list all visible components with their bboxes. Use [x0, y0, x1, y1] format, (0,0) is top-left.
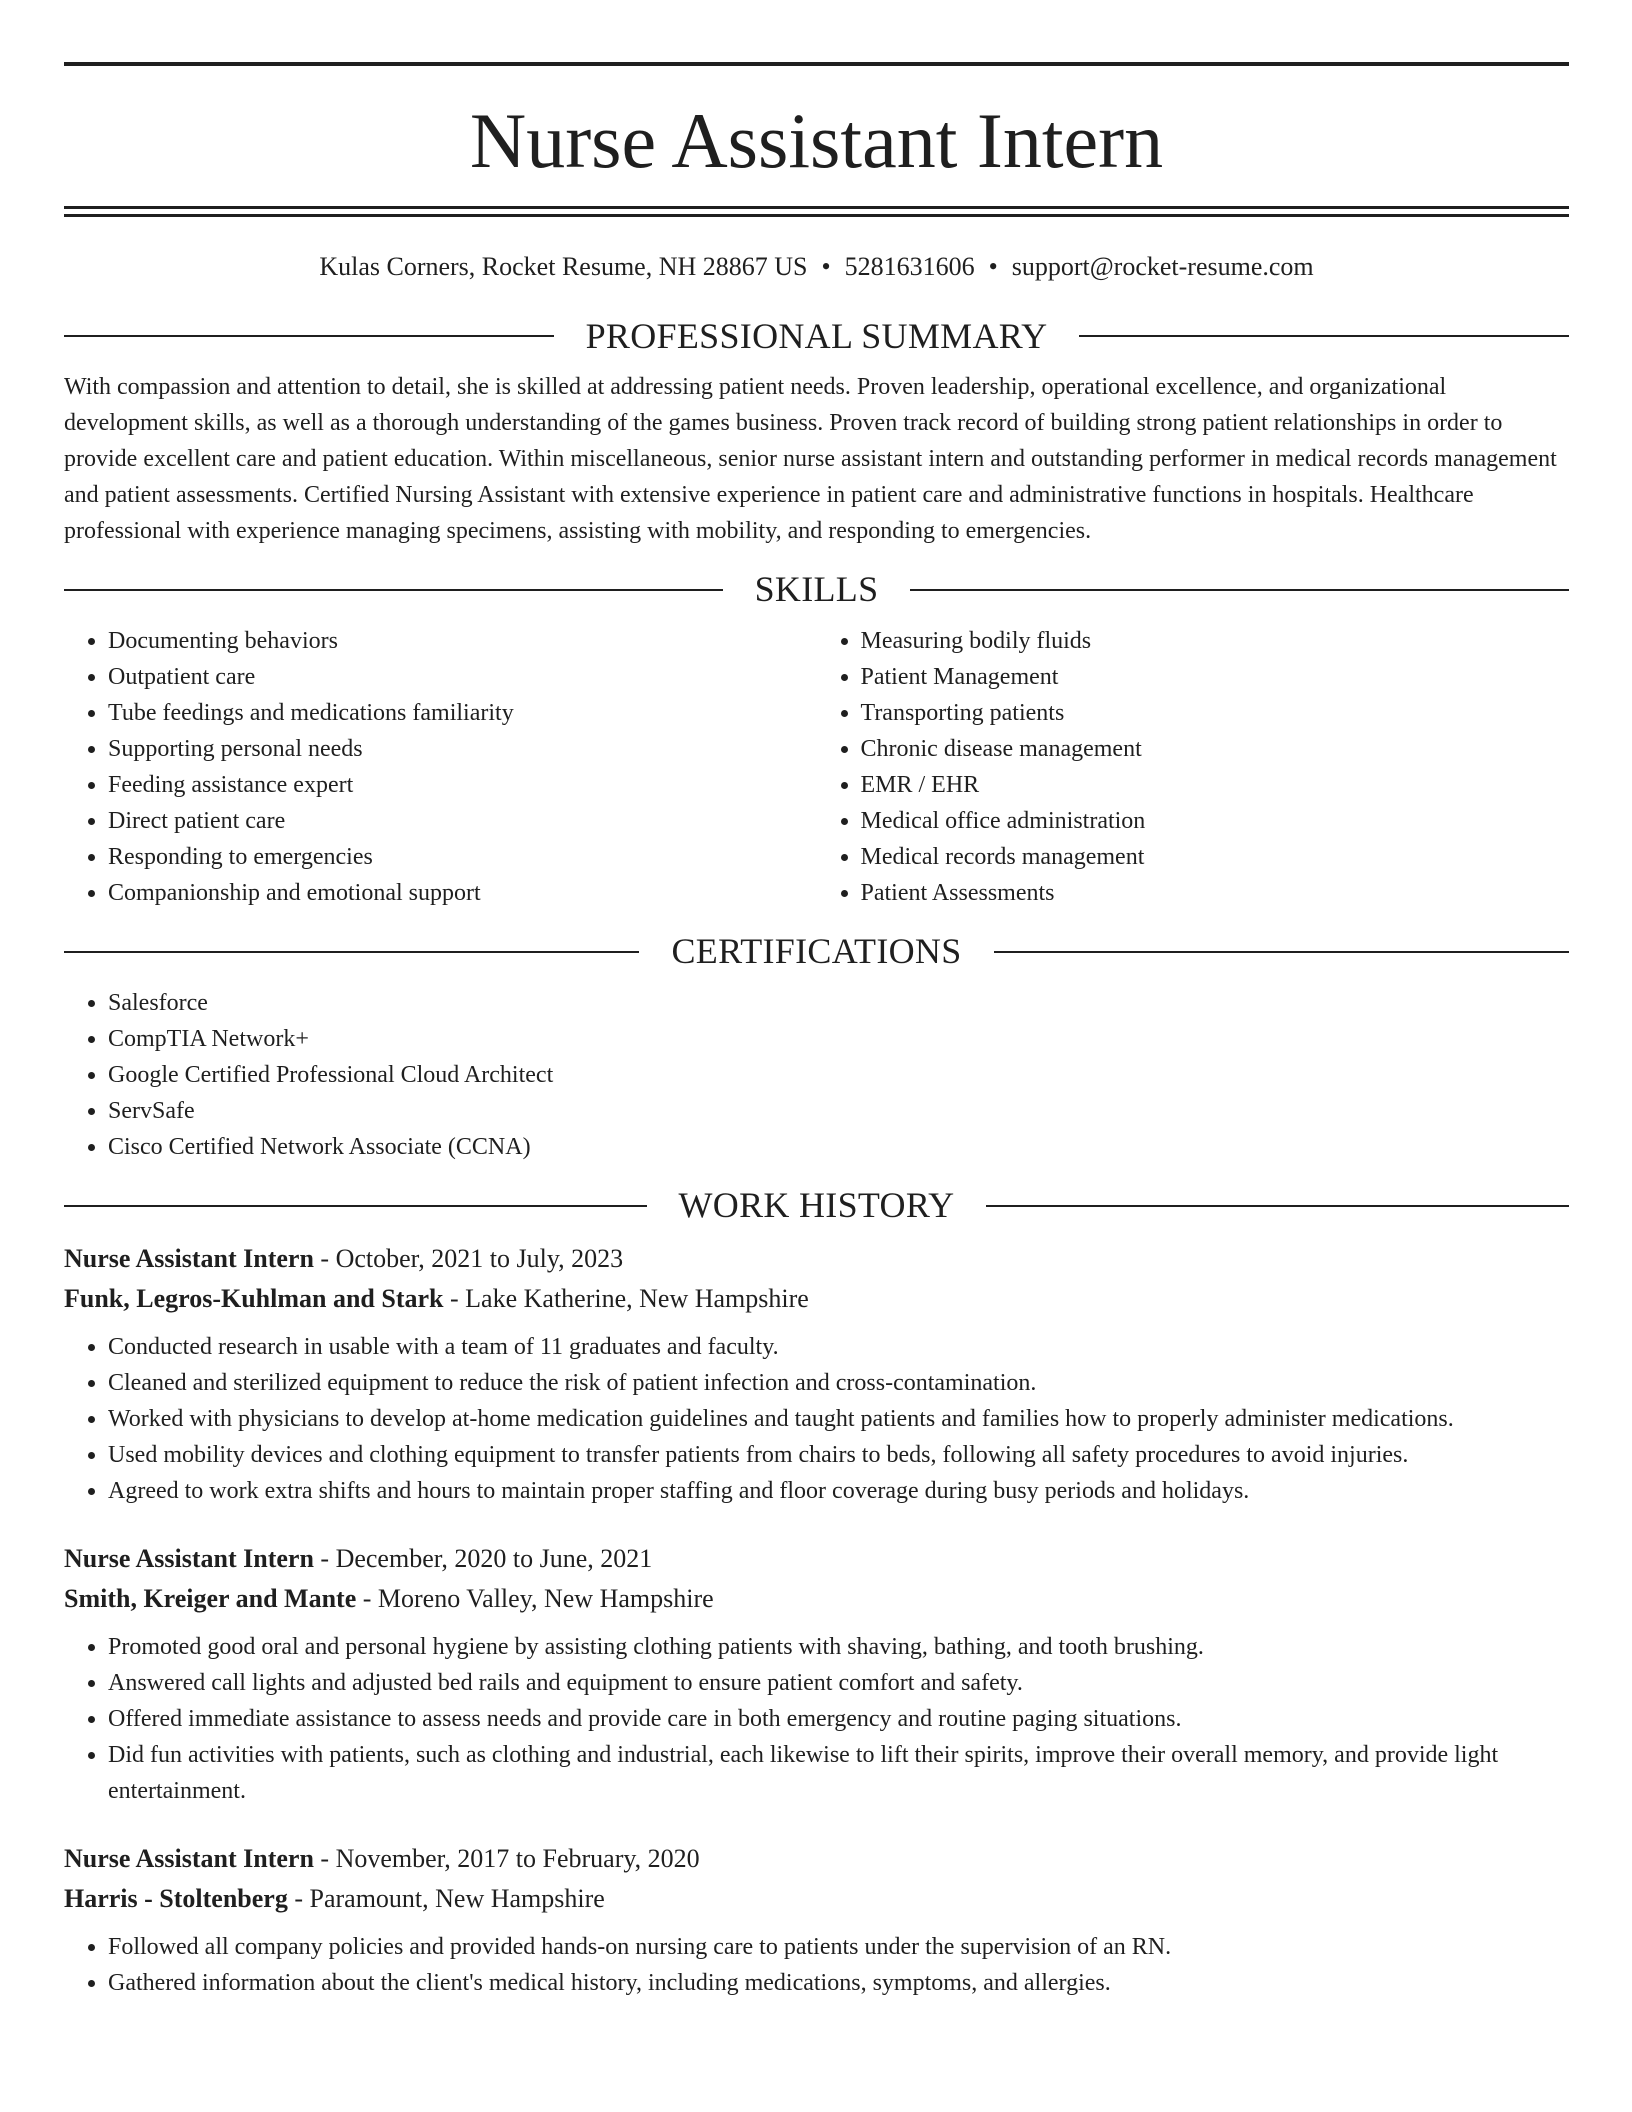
job-bullet: • Agreed to work extra shifts and hours to maintain proper staffing and floor coverage during busy periods and holidays. — [108, 1473, 1569, 1509]
heading-rule-left — [64, 589, 723, 591]
skill-item: • Transporting patients — [861, 695, 1570, 731]
skill-item: • Companionship and emotional support — [108, 875, 817, 911]
certifications-title: CERTIFICATIONS — [671, 931, 962, 972]
job-bullet: • Promoted good oral and personal hygiene by assisting clothing patients with shaving, bathing, and tooth brushing. — [108, 1629, 1569, 1665]
certification-item: • Cisco Certified Network Associate (CCNA) — [108, 1129, 1569, 1165]
job-dates: - October, 2021 to July, 2023 — [313, 1243, 624, 1273]
heading-rule-left — [64, 951, 639, 953]
job-bullet: • Used mobility devices and clothing equipment to transfer patients from chairs to beds, following all safety procedures to avoid injuries. — [108, 1437, 1569, 1473]
contact-phone: 5281631606 — [844, 252, 975, 281]
heading-rule-right — [1079, 335, 1569, 337]
job-bullet: • Offered immediate assistance to assess needs and provide care in both emergency and routine paging situations. — [108, 1701, 1569, 1737]
job-dates: - December, 2020 to June, 2021 — [313, 1543, 653, 1573]
skill-item: • Feeding assistance expert — [108, 767, 817, 803]
skill-item: • Supporting personal needs — [108, 731, 817, 767]
skill-item: • Chronic disease management — [861, 731, 1570, 767]
skill-item: • Medical records management — [861, 839, 1570, 875]
job-bullet: • Conducted research in usable with a team of 11 graduates and faculty. — [108, 1329, 1569, 1365]
contact-line — [64, 253, 1569, 282]
work-heading — [64, 1184, 1569, 1225]
top-rule — [64, 62, 1569, 66]
job-company: Smith, Kreiger and Mante — [64, 1583, 357, 1613]
job-bullets — [64, 1329, 1569, 1509]
skill-item: • Patient Management — [861, 659, 1570, 695]
job-company-line — [64, 1279, 1569, 1319]
contact-email: support@rocket-resume.com — [1011, 252, 1314, 281]
skills-list-right — [817, 623, 1570, 911]
job-role: Nurse Assistant Intern — [64, 1243, 314, 1273]
summary-text: With compassion and attention to detail, she is skilled at addressing patient needs. Proven leadership, operational excellence, and organizational development skills, as well as a thorough understanding of the games business. Proven track record of building strong patient relationships in order to provide excellent care and patient education. Within miscellaneous, senior nurse assistant intern and outstanding performer in medical records management and patient assessments. Certified Nursing Assistant with extensive experience in patient care and administrative functions in hospitals. Healthcare professional with experience managing specimens, assisting with mobility, and responding to emergencies. — [64, 374, 1557, 545]
heading-rule-right — [910, 589, 1569, 591]
heading-rule-right — [986, 1205, 1569, 1207]
skill-item: • Direct patient care — [108, 803, 817, 839]
job-entry — [64, 1539, 1569, 1809]
job-location: - Paramount, New Hampshire — [287, 1883, 605, 1913]
certification-item: • Google Certified Professional Cloud Architect — [108, 1057, 1569, 1093]
job-bullets — [64, 1629, 1569, 1809]
job-bullet: • Followed all company policies and provided hands-on nursing care to patients under the supervision of an RN. — [108, 1929, 1569, 1965]
skill-item: • Responding to emergencies — [108, 839, 817, 875]
certification-item: • CompTIA Network+ — [108, 1021, 1569, 1057]
job-role-line — [64, 1539, 1569, 1579]
heading-rule-left — [64, 1205, 647, 1207]
certifications-heading — [64, 933, 1569, 971]
job-bullet: • Answered call lights and adjusted bed rails and equipment to ensure patient comfort and safety. — [108, 1665, 1569, 1701]
skill-item: • EMR / EHR — [861, 767, 1570, 803]
resume-name: Nurse Assistant Intern — [469, 97, 1164, 184]
skills-title: SKILLS — [754, 569, 879, 610]
job-bullet: • Gathered information about the client's medical history, including medications, symptoms, and allergies. — [108, 1965, 1569, 2001]
contact-address: Kulas Corners, Rocket Resume, NH 28867 US — [319, 252, 808, 281]
skill-item: • Documenting behaviors — [108, 623, 817, 659]
skill-item: • Outpatient care — [108, 659, 817, 695]
skill-item: • Patient Assessments — [861, 875, 1570, 911]
job-location: - Moreno Valley, New Hampshire — [356, 1583, 714, 1613]
summary-title: PROFESSIONAL SUMMARY — [585, 315, 1048, 356]
job-entry — [64, 1839, 1569, 2001]
summary-heading — [64, 315, 1569, 356]
certifications-list — [64, 985, 1569, 1165]
bullet-separator: • — [821, 252, 831, 281]
job-company: Harris - Stoltenberg — [64, 1883, 288, 1913]
double-rule — [64, 206, 1569, 217]
job-company-line — [64, 1579, 1569, 1619]
certification-item: • Salesforce — [108, 985, 1569, 1021]
job-location: - Lake Katherine, New Hampshire — [443, 1283, 809, 1313]
heading-rule-right — [994, 951, 1569, 953]
job-role-line — [64, 1839, 1569, 1879]
skill-item: • Tube feedings and medications familiarity — [108, 695, 817, 731]
job-bullet: • Cleaned and sterilized equipment to reduce the risk of patient infection and cross-contamination. — [108, 1365, 1569, 1401]
certification-item: • ServSafe — [108, 1093, 1569, 1129]
job-company: Funk, Legros-Kuhlman and Stark — [64, 1283, 444, 1313]
bullet-separator: • — [988, 252, 998, 281]
job-role: Nurse Assistant Intern — [64, 1543, 314, 1573]
skill-item: • Medical office administration — [861, 803, 1570, 839]
job-dates: - November, 2017 to February, 2020 — [313, 1843, 700, 1873]
job-role: Nurse Assistant Intern — [64, 1843, 314, 1873]
skills-heading — [64, 571, 1569, 609]
job-bullet: • Did fun activities with patients, such as clothing and industrial, each likewise to lift their spirits, improve their overall memory, and provide light entertainment. — [108, 1737, 1569, 1809]
skills-list-left — [64, 623, 817, 911]
job-entry — [64, 1239, 1569, 1509]
work-title: WORK HISTORY — [678, 1184, 955, 1225]
job-bullet: • Worked with physicians to develop at-home medication guidelines and taught patients and families how to properly administer medications. — [108, 1401, 1569, 1437]
heading-rule-left — [64, 335, 554, 337]
resume-page — [64, 62, 1569, 2001]
skills-grid — [64, 623, 1569, 911]
job-bullets — [64, 1929, 1569, 2001]
job-company-line — [64, 1879, 1569, 1919]
job-role-line — [64, 1239, 1569, 1279]
skill-item: • Measuring bodily fluids — [861, 623, 1570, 659]
